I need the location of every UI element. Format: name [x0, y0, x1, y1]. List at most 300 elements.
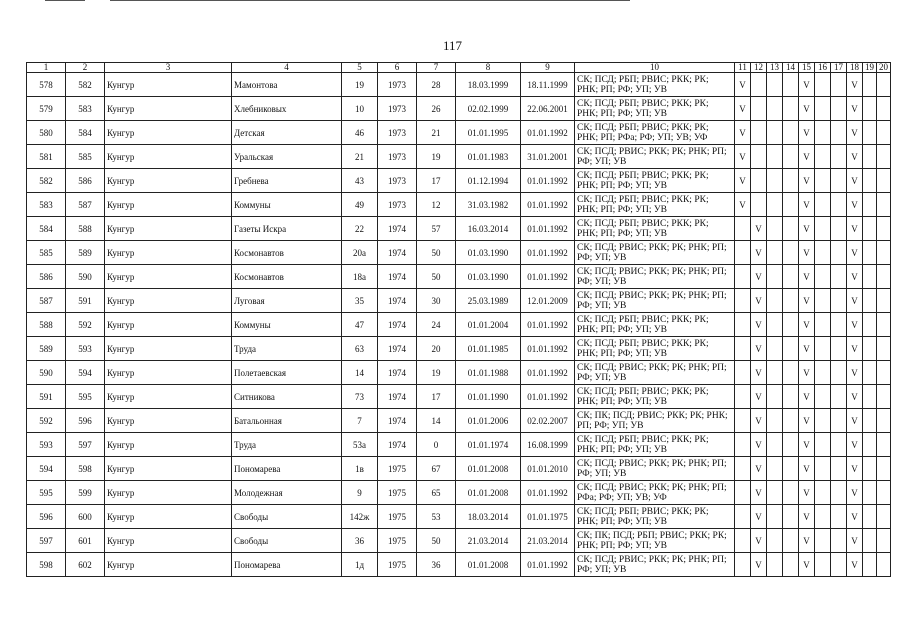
table-row: [27, 217, 891, 241]
cell-col-7: 26: [417, 97, 456, 121]
cell-col-13: [767, 145, 783, 169]
cell-col-4: Труда: [232, 337, 342, 361]
cell-col-16: [815, 337, 831, 361]
cell-col-5: 36: [342, 529, 378, 553]
cell-col-11: V: [735, 97, 751, 121]
cell-col-9: 01.01.1992: [521, 313, 575, 337]
cell-col-12: [751, 73, 767, 97]
header-cell: 3: [105, 63, 232, 73]
cell-col-12: V: [751, 553, 767, 577]
cell-col-20: [877, 337, 891, 361]
cell-col-3: Кунгур: [105, 169, 232, 193]
cell-col-6: 1973: [378, 73, 417, 97]
header-row: [27, 63, 891, 73]
cell-col-6: 1975: [378, 457, 417, 481]
cell-col-3: Кунгур: [105, 145, 232, 169]
cell-col-2: 590: [66, 265, 105, 289]
cell-col-10: СК; ПСД; РБП; РВИС; РКК; РК; РНК; РП; РФ; УП; УВ: [575, 433, 735, 457]
cell-col-9: 02.02.2007: [521, 409, 575, 433]
cell-col-12: [751, 193, 767, 217]
cell-col-19: [863, 73, 877, 97]
cell-col-10: СК; ПСД; РВИС; РКК; РК; РНК; РП; РФ; УП; УВ: [575, 553, 735, 577]
cell-col-6: 1975: [378, 505, 417, 529]
cell-col-4: Труда: [232, 433, 342, 457]
cell-col-10: СК; ПК; ПСД; РВИС; РКК; РК; РНК; РП; РФ; УП; УВ: [575, 409, 735, 433]
cell-col-8: 25.03.1989: [456, 289, 521, 313]
cell-col-1: 595: [27, 481, 66, 505]
cell-col-3: Кунгур: [105, 385, 232, 409]
cell-col-2: 601: [66, 529, 105, 553]
cell-col-11: V: [735, 73, 751, 97]
header-cell: 11: [735, 63, 751, 73]
cell-col-8: 01.01.1974: [456, 433, 521, 457]
cell-col-7: 12: [417, 193, 456, 217]
cell-col-20: [877, 289, 891, 313]
cell-col-6: 1974: [378, 265, 417, 289]
cell-col-10: СК; ПСД; РБП; РВИС; РКК; РК; РНК; РП; РФ; УП; УВ: [575, 73, 735, 97]
cell-col-2: 586: [66, 169, 105, 193]
cell-col-17: [831, 193, 847, 217]
cell-col-1: 581: [27, 145, 66, 169]
table-row: [27, 241, 891, 265]
cell-col-14: [783, 361, 799, 385]
cell-col-14: [783, 457, 799, 481]
cell-col-14: [783, 97, 799, 121]
cell-col-6: 1974: [378, 385, 417, 409]
cell-col-18: V: [847, 73, 863, 97]
cell-col-10: СК; ПСД; РВИС; РКК; РК; РНК; РП; РФ; УП; УВ: [575, 265, 735, 289]
cell-col-15: V: [799, 169, 815, 193]
cell-col-16: [815, 73, 831, 97]
cell-col-3: Кунгур: [105, 289, 232, 313]
cell-col-5: 19: [342, 73, 378, 97]
cell-col-3: Кунгур: [105, 265, 232, 289]
cell-col-7: 57: [417, 217, 456, 241]
cell-col-9: 01.01.1992: [521, 193, 575, 217]
cell-col-19: [863, 169, 877, 193]
header-cell: 5: [342, 63, 378, 73]
cell-col-14: [783, 433, 799, 457]
cell-col-20: [877, 145, 891, 169]
header-cell: 6: [378, 63, 417, 73]
cell-col-3: Кунгур: [105, 241, 232, 265]
cell-col-20: [877, 313, 891, 337]
cell-col-14: [783, 217, 799, 241]
cell-col-5: 47: [342, 313, 378, 337]
cell-col-7: 19: [417, 145, 456, 169]
cell-col-7: 65: [417, 481, 456, 505]
cell-col-15: V: [799, 433, 815, 457]
cell-col-12: V: [751, 313, 767, 337]
cell-col-4: Ситникова: [232, 385, 342, 409]
cell-col-5: 9: [342, 481, 378, 505]
cell-col-15: V: [799, 265, 815, 289]
top-rule-left: [45, 0, 85, 1]
cell-col-2: 593: [66, 337, 105, 361]
cell-col-6: 1974: [378, 289, 417, 313]
cell-col-3: Кунгур: [105, 313, 232, 337]
cell-col-19: [863, 217, 877, 241]
cell-col-16: [815, 457, 831, 481]
cell-col-6: 1975: [378, 481, 417, 505]
cell-col-20: [877, 169, 891, 193]
cell-col-6: 1974: [378, 433, 417, 457]
cell-col-2: 585: [66, 145, 105, 169]
cell-col-20: [877, 193, 891, 217]
cell-col-9: 01.01.2010: [521, 457, 575, 481]
cell-col-18: V: [847, 265, 863, 289]
table-row: [27, 145, 891, 169]
cell-col-13: [767, 385, 783, 409]
cell-col-10: СК; ПСД; РВИС; РКК; РК; РНК; РП; РФ; УП; УВ: [575, 457, 735, 481]
cell-col-20: [877, 457, 891, 481]
cell-col-4: Полетаевская: [232, 361, 342, 385]
cell-col-1: 588: [27, 313, 66, 337]
cell-col-18: V: [847, 289, 863, 313]
table-row: [27, 385, 891, 409]
cell-col-15: V: [799, 193, 815, 217]
cell-col-3: Кунгур: [105, 121, 232, 145]
cell-col-5: 14: [342, 361, 378, 385]
cell-col-4: Мамонтова: [232, 73, 342, 97]
cell-col-8: 01.01.1983: [456, 145, 521, 169]
cell-col-15: V: [799, 145, 815, 169]
cell-col-10: СК; ПСД; РБП; РВИС; РКК; РК; РНК; РП; РФ; УП; УВ: [575, 337, 735, 361]
cell-col-14: [783, 337, 799, 361]
cell-col-3: Кунгур: [105, 73, 232, 97]
cell-col-18: V: [847, 433, 863, 457]
cell-col-6: 1974: [378, 217, 417, 241]
cell-col-2: 600: [66, 505, 105, 529]
cell-col-10: СК; ПСД; РБП; РВИС; РКК; РК; РНК; РП; РФ; УП; УВ: [575, 385, 735, 409]
cell-col-4: Космонавтов: [232, 265, 342, 289]
cell-col-7: 17: [417, 169, 456, 193]
cell-col-1: 592: [27, 409, 66, 433]
cell-col-11: V: [735, 169, 751, 193]
cell-col-6: 1974: [378, 409, 417, 433]
cell-col-17: [831, 289, 847, 313]
cell-col-7: 67: [417, 457, 456, 481]
cell-col-2: 592: [66, 313, 105, 337]
cell-col-4: Коммуны: [232, 193, 342, 217]
cell-col-15: V: [799, 241, 815, 265]
cell-col-12: V: [751, 217, 767, 241]
cell-col-9: 16.08.1999: [521, 433, 575, 457]
cell-col-12: V: [751, 289, 767, 313]
cell-col-2: 589: [66, 241, 105, 265]
cell-col-7: 20: [417, 337, 456, 361]
cell-col-9: 22.06.2001: [521, 97, 575, 121]
cell-col-19: [863, 385, 877, 409]
cell-col-3: Кунгур: [105, 337, 232, 361]
cell-col-9: 21.03.2014: [521, 529, 575, 553]
cell-col-16: [815, 97, 831, 121]
cell-col-11: [735, 529, 751, 553]
cell-col-20: [877, 361, 891, 385]
cell-col-20: [877, 529, 891, 553]
table-row: [27, 409, 891, 433]
header-cell: 8: [456, 63, 521, 73]
table-row: [27, 265, 891, 289]
cell-col-8: 16.03.2014: [456, 217, 521, 241]
cell-col-16: [815, 361, 831, 385]
cell-col-11: [735, 481, 751, 505]
cell-col-18: V: [847, 121, 863, 145]
cell-col-17: [831, 433, 847, 457]
cell-col-12: V: [751, 457, 767, 481]
cell-col-12: [751, 145, 767, 169]
cell-col-1: 590: [27, 361, 66, 385]
table-row: [27, 337, 891, 361]
cell-col-18: V: [847, 457, 863, 481]
cell-col-2: 582: [66, 73, 105, 97]
cell-col-13: [767, 169, 783, 193]
cell-col-4: Молодежная: [232, 481, 342, 505]
cell-col-18: V: [847, 409, 863, 433]
cell-col-17: [831, 553, 847, 577]
cell-col-6: 1973: [378, 145, 417, 169]
cell-col-10: СК; ПСД; РВИС; РКК; РК; РНК; РП; РФ; УП; УВ: [575, 361, 735, 385]
cell-col-19: [863, 241, 877, 265]
table-row: [27, 169, 891, 193]
cell-col-17: [831, 73, 847, 97]
cell-col-1: 591: [27, 385, 66, 409]
cell-col-11: [735, 265, 751, 289]
table-row: [27, 433, 891, 457]
cell-col-4: Газеты Искра: [232, 217, 342, 241]
cell-col-8: 31.03.1982: [456, 193, 521, 217]
table-row: [27, 505, 891, 529]
cell-col-16: [815, 481, 831, 505]
cell-col-7: 50: [417, 265, 456, 289]
cell-col-4: Коммуны: [232, 313, 342, 337]
cell-col-16: [815, 193, 831, 217]
cell-col-8: 01.03.1990: [456, 265, 521, 289]
cell-col-1: 585: [27, 241, 66, 265]
cell-col-20: [877, 409, 891, 433]
cell-col-12: V: [751, 481, 767, 505]
cell-col-19: [863, 457, 877, 481]
cell-col-7: 30: [417, 289, 456, 313]
cell-col-9: 01.01.1992: [521, 385, 575, 409]
cell-col-18: V: [847, 169, 863, 193]
cell-col-5: 49: [342, 193, 378, 217]
page-number: 117: [442, 38, 463, 53]
header-cell: 10: [575, 63, 735, 73]
cell-col-18: V: [847, 385, 863, 409]
cell-col-3: Кунгур: [105, 217, 232, 241]
cell-col-1: 596: [27, 505, 66, 529]
cell-col-2: 584: [66, 121, 105, 145]
cell-col-9: 01.01.1992: [521, 241, 575, 265]
cell-col-6: 1974: [378, 337, 417, 361]
cell-col-2: 587: [66, 193, 105, 217]
cell-col-2: 591: [66, 289, 105, 313]
cell-col-17: [831, 121, 847, 145]
cell-col-18: V: [847, 337, 863, 361]
cell-col-3: Кунгур: [105, 409, 232, 433]
cell-col-13: [767, 553, 783, 577]
cell-col-17: [831, 169, 847, 193]
cell-col-4: Луговая: [232, 289, 342, 313]
cell-col-13: [767, 361, 783, 385]
table-row: [27, 121, 891, 145]
cell-col-7: 0: [417, 433, 456, 457]
cell-col-20: [877, 481, 891, 505]
cell-col-11: [735, 505, 751, 529]
cell-col-20: [877, 265, 891, 289]
cell-col-19: [863, 193, 877, 217]
cell-col-20: [877, 553, 891, 577]
cell-col-18: V: [847, 217, 863, 241]
cell-col-13: [767, 337, 783, 361]
header-cell: 1: [27, 63, 66, 73]
header-cell: 15: [799, 63, 815, 73]
cell-col-6: 1973: [378, 121, 417, 145]
cell-col-17: [831, 217, 847, 241]
cell-col-12: V: [751, 505, 767, 529]
cell-col-20: [877, 505, 891, 529]
cell-col-13: [767, 121, 783, 145]
cell-col-14: [783, 121, 799, 145]
cell-col-3: Кунгур: [105, 361, 232, 385]
cell-col-1: 578: [27, 73, 66, 97]
cell-col-12: V: [751, 361, 767, 385]
data-table: [26, 62, 891, 577]
cell-col-10: СК; ПСД; РБП; РВИС; РКК; РК; РНК; РП; РФ; УП; УВ: [575, 97, 735, 121]
cell-col-15: V: [799, 505, 815, 529]
cell-col-20: [877, 121, 891, 145]
cell-col-16: [815, 289, 831, 313]
cell-col-3: Кунгур: [105, 529, 232, 553]
cell-col-16: [815, 409, 831, 433]
cell-col-15: V: [799, 97, 815, 121]
cell-col-9: 18.11.1999: [521, 73, 575, 97]
cell-col-16: [815, 553, 831, 577]
cell-col-15: V: [799, 73, 815, 97]
cell-col-9: 12.01.2009: [521, 289, 575, 313]
cell-col-9: 01.01.1992: [521, 337, 575, 361]
cell-col-19: [863, 289, 877, 313]
cell-col-14: [783, 553, 799, 577]
cell-col-14: [783, 409, 799, 433]
cell-col-15: V: [799, 361, 815, 385]
cell-col-3: Кунгур: [105, 553, 232, 577]
cell-col-18: V: [847, 361, 863, 385]
cell-col-14: [783, 145, 799, 169]
cell-col-17: [831, 409, 847, 433]
cell-col-7: 19: [417, 361, 456, 385]
cell-col-20: [877, 241, 891, 265]
cell-col-14: [783, 505, 799, 529]
cell-col-17: [831, 313, 847, 337]
cell-col-14: [783, 241, 799, 265]
cell-col-8: 01.01.2004: [456, 313, 521, 337]
cell-col-11: V: [735, 145, 751, 169]
header-cell: 2: [66, 63, 105, 73]
cell-col-8: 02.02.1999: [456, 97, 521, 121]
cell-col-1: 597: [27, 529, 66, 553]
cell-col-9: 01.01.1992: [521, 481, 575, 505]
cell-col-19: [863, 553, 877, 577]
table-row: [27, 361, 891, 385]
cell-col-15: V: [799, 337, 815, 361]
cell-col-17: [831, 241, 847, 265]
cell-col-12: V: [751, 265, 767, 289]
cell-col-10: СК; ПК; ПСД; РБП; РВИС; РКК; РК; РНК; РП; РФ; УП; УВ: [575, 529, 735, 553]
cell-col-15: V: [799, 289, 815, 313]
cell-col-16: [815, 145, 831, 169]
cell-col-4: Гребнева: [232, 169, 342, 193]
cell-col-5: 73: [342, 385, 378, 409]
cell-col-5: 63: [342, 337, 378, 361]
cell-col-11: [735, 409, 751, 433]
cell-col-20: [877, 433, 891, 457]
cell-col-8: 01.01.1988: [456, 361, 521, 385]
cell-col-16: [815, 505, 831, 529]
cell-col-3: Кунгур: [105, 481, 232, 505]
cell-col-9: 01.01.1992: [521, 169, 575, 193]
cell-col-2: 597: [66, 433, 105, 457]
cell-col-19: [863, 337, 877, 361]
cell-col-8: 18.03.2014: [456, 505, 521, 529]
cell-col-6: 1973: [378, 169, 417, 193]
cell-col-18: V: [847, 505, 863, 529]
cell-col-6: 1974: [378, 241, 417, 265]
table-row: [27, 97, 891, 121]
cell-col-11: [735, 457, 751, 481]
cell-col-19: [863, 313, 877, 337]
table-row: [27, 313, 891, 337]
cell-col-13: [767, 529, 783, 553]
cell-col-7: 50: [417, 241, 456, 265]
cell-col-19: [863, 121, 877, 145]
cell-col-16: [815, 169, 831, 193]
header-cell: 20: [877, 63, 891, 73]
cell-col-10: СК; ПСД; РБП; РВИС; РКК; РК; РНК; РП; РФ; УП; УВ: [575, 505, 735, 529]
cell-col-5: 21: [342, 145, 378, 169]
cell-col-1: 579: [27, 97, 66, 121]
table-row: [27, 457, 891, 481]
cell-col-2: 594: [66, 361, 105, 385]
cell-col-17: [831, 145, 847, 169]
cell-col-5: 10: [342, 97, 378, 121]
cell-col-1: 587: [27, 289, 66, 313]
cell-col-10: СК; ПСД; РВИС; РКК; РК; РНК; РП; РФ; УП; УВ: [575, 289, 735, 313]
cell-col-16: [815, 385, 831, 409]
cell-col-17: [831, 505, 847, 529]
cell-col-17: [831, 385, 847, 409]
cell-col-19: [863, 529, 877, 553]
cell-col-13: [767, 505, 783, 529]
cell-col-11: [735, 553, 751, 577]
cell-col-11: [735, 361, 751, 385]
cell-col-17: [831, 97, 847, 121]
cell-col-3: Кунгур: [105, 505, 232, 529]
cell-col-13: [767, 481, 783, 505]
cell-col-1: 580: [27, 121, 66, 145]
header-cell: 17: [831, 63, 847, 73]
cell-col-19: [863, 265, 877, 289]
cell-col-2: 595: [66, 385, 105, 409]
cell-col-11: V: [735, 121, 751, 145]
cell-col-18: V: [847, 313, 863, 337]
cell-col-14: [783, 481, 799, 505]
cell-col-5: 18а: [342, 265, 378, 289]
cell-col-12: V: [751, 529, 767, 553]
cell-col-16: [815, 217, 831, 241]
cell-col-2: 599: [66, 481, 105, 505]
